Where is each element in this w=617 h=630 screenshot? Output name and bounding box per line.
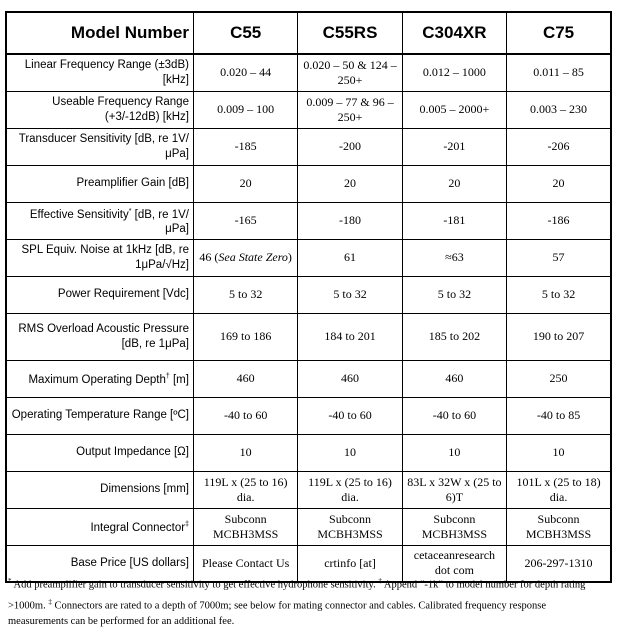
cell-value: 20 (507, 165, 611, 202)
specifications-table (5, 11, 612, 583)
cell-value: 61 (298, 239, 402, 276)
cell-value: ≈63 (402, 239, 506, 276)
table-row (6, 313, 611, 360)
table-row (6, 434, 611, 471)
row-label: Dimensions [mm] (6, 471, 193, 508)
footnote-marker: † (378, 577, 382, 585)
row-label (6, 508, 193, 545)
cell-value: 460 (402, 360, 506, 397)
row-label: Preamplifier Gain [dB] (6, 165, 193, 202)
cell-value: 0.011 – 85 (507, 54, 611, 91)
row-label-text: Integral Connector (90, 521, 186, 534)
footnote-marker: * (8, 577, 12, 585)
row-label-unit: [m] (169, 373, 189, 386)
cell-value: crtinfo [at] (298, 545, 402, 582)
cell-value: 101L x (25 to 18) dia. (507, 471, 611, 508)
cell-value: 0.009 – 77 & 96 – 250+ (298, 91, 402, 128)
cell-value: 460 (298, 360, 402, 397)
cell-value: 5 to 32 (402, 276, 506, 313)
cell-value: 184 to 201 (298, 313, 402, 360)
cell-value: -40 to 60 (298, 397, 402, 434)
cell-value: -185 (193, 128, 297, 165)
model-header-c55: C55 (193, 12, 297, 54)
cell-value: -40 to 60 (193, 397, 297, 434)
cell-value: -180 (298, 202, 402, 239)
footnote-sentence: Add preamplifier gain to transducer sensitivity to get effective hydrophone sensitivity. (11, 579, 379, 591)
cell-value: Subconn MCBH3MSS (193, 508, 297, 545)
cell-value: -201 (402, 128, 506, 165)
cell-value: 0.020 – 44 (193, 54, 297, 91)
cell-value: 0.009 – 100 (193, 91, 297, 128)
table-row (6, 54, 611, 91)
row-label: Base Price [US dollars] (6, 545, 193, 582)
cell-value-close: ) (287, 250, 292, 264)
cell-value: 20 (298, 165, 402, 202)
table-row (6, 471, 611, 508)
table-row (6, 508, 611, 545)
cell-value: -165 (193, 202, 297, 239)
table-row (6, 276, 611, 313)
cell-value: 0.020 – 50 & 124 – 250+ (298, 54, 402, 91)
row-label: Output Impedance [Ω] (6, 434, 193, 471)
row-label: Power Requirement [Vdc] (6, 276, 193, 313)
cell-value: Subconn MCBH3MSS (507, 508, 611, 545)
cell-value: 57 (507, 239, 611, 276)
cell-value: 119L x (25 to 16) dia. (193, 471, 297, 508)
row-label: Operating Temperature Range [ºC] (6, 397, 193, 434)
cell-value: 20 (402, 165, 506, 202)
cell-value: Subconn MCBH3MSS (298, 508, 402, 545)
cell-value: 250 (507, 360, 611, 397)
row-label: Useable Frequency Range (+3/-12dB) [kHz] (6, 91, 193, 128)
cell-value: 206-297-1310 (507, 545, 611, 582)
cell-value: cetaceanresearch dot com (402, 545, 506, 582)
cell-value: 5 to 32 (193, 276, 297, 313)
cell-value-note: Sea State Zero (218, 250, 288, 264)
table-row (6, 202, 611, 239)
cell-value: 83L x 32W x (25 to 6)T (402, 471, 506, 508)
footnote-marker: ‡ (48, 597, 52, 606)
model-number-header: Model Number (6, 12, 193, 54)
cell-value: 0.003 – 230 (507, 91, 611, 128)
cell-value (193, 239, 297, 276)
row-label (6, 360, 193, 397)
table-row (6, 165, 611, 202)
cell-value: -200 (298, 128, 402, 165)
row-label: Linear Frequency Range (±3dB) [kHz] (6, 54, 193, 91)
row-label-text: Effective Sensitivity (29, 208, 129, 221)
cell-value: 5 to 32 (507, 276, 611, 313)
row-label-unit: [dB, re 1V/μPa] (131, 208, 189, 236)
cell-value: 169 to 186 (193, 313, 297, 360)
cell-value: -40 to 60 (402, 397, 506, 434)
footnote-marker: † (165, 373, 170, 381)
cell-value: 10 (193, 434, 297, 471)
row-label: RMS Overload Acoustic Pressure [dB, re 1μPa] (6, 313, 193, 360)
row-label (6, 202, 193, 239)
model-header-c55rs: C55RS (298, 12, 402, 54)
cell-value: 10 (298, 434, 402, 471)
model-header-c304xr: C304XR (402, 12, 506, 54)
footnote-marker: ‡ (185, 521, 189, 529)
cell-value: Please Contact Us (193, 545, 297, 582)
cell-value: 10 (507, 434, 611, 471)
cell-value: 20 (193, 165, 297, 202)
table-row (6, 91, 611, 128)
table-row (6, 128, 611, 165)
footnote-sentence: Append “-1k” to model number for depth rating >1000m. (8, 579, 586, 611)
table-row (6, 360, 611, 397)
cell-value: Subconn MCBH3MSS (402, 508, 506, 545)
cell-value: 119L x (25 to 16) dia. (298, 471, 402, 508)
cell-value: 0.005 – 2000+ (402, 91, 506, 128)
footnote-marker: * (128, 207, 132, 215)
row-label-text: Maximum Operating Depth (28, 373, 166, 386)
cell-value: -181 (402, 202, 506, 239)
model-header-c75: C75 (507, 12, 611, 54)
cell-value: 190 to 207 (507, 313, 611, 360)
cell-value: 10 (402, 434, 506, 471)
cell-value: -206 (507, 128, 611, 165)
cell-value: -40 to 85 (507, 397, 611, 434)
footnote-text (8, 573, 608, 630)
table-header-row (6, 12, 611, 54)
cell-value: -186 (507, 202, 611, 239)
table-row (6, 239, 611, 276)
row-label: Transducer Sensitivity [dB, re 1V/μPa] (6, 128, 193, 165)
cell-value: 0.012 – 1000 (402, 54, 506, 91)
cell-value: 5 to 32 (298, 276, 402, 313)
footnote-sentence: Connectors are rated to a depth of 7000m; see below for mating connector and cables. Calibrated frequency response measurements can be performed for an additional fee. (8, 600, 547, 627)
cell-value: 460 (193, 360, 297, 397)
cell-value-number: 46 ( (199, 250, 219, 264)
row-label: SPL Equiv. Noise at 1kHz [dB, re 1μPa/√Hz] (6, 239, 193, 276)
cell-value: 185 to 202 (402, 313, 506, 360)
table-row (6, 397, 611, 434)
